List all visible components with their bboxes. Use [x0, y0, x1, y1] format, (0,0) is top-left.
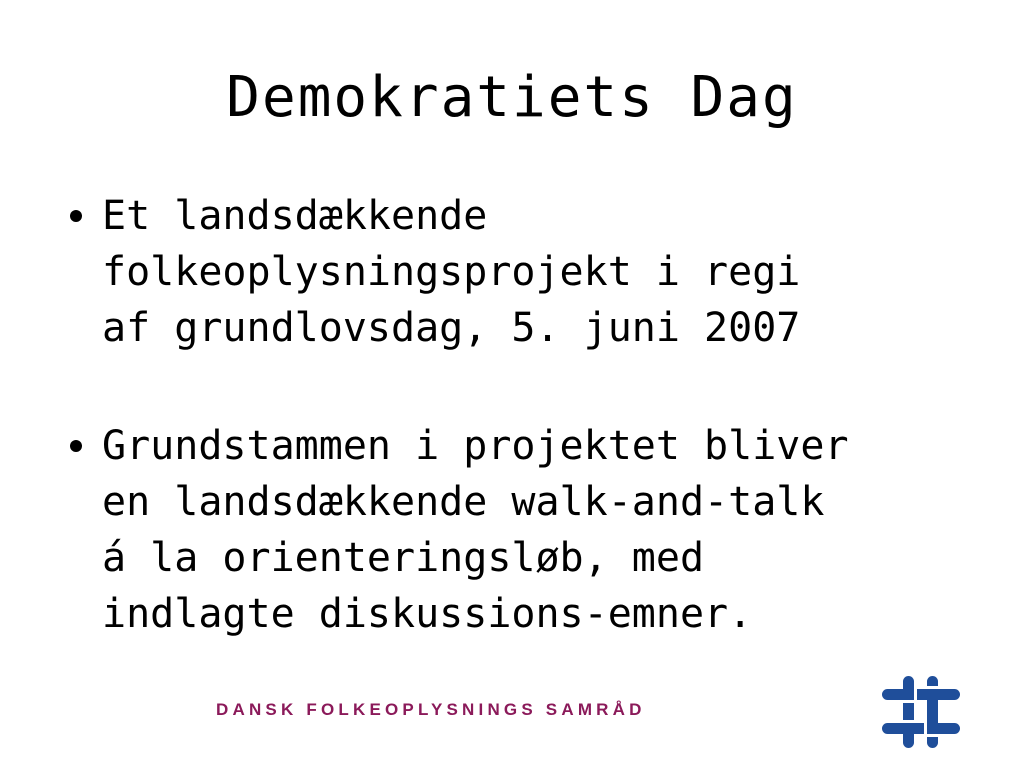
bullet-text-line: folkeoplysningsprojekt i regi	[102, 249, 801, 295]
bullet-text-line: á la orienteringsløb, med	[102, 535, 705, 581]
bullet-text-line: Grundstammen i projektet bliver	[102, 423, 849, 469]
slide-title: Demokratiets Dag	[226, 65, 798, 130]
bullet-item	[62, 418, 992, 642]
weave-logo-icon	[882, 676, 960, 748]
organization-name: DANSK FOLKEOPLYSNINGS SAMRÅD	[216, 700, 646, 719]
bullet-list	[62, 188, 992, 642]
bullet-dot-icon	[70, 210, 82, 222]
bullet-text-line: en landsdækkende walk-and-talk	[102, 479, 825, 525]
bullet-text-line: Et landsdækkende	[102, 193, 488, 239]
bullet-item	[62, 188, 992, 356]
bullet-text-line: af grundlovsdag, 5. juni 2007	[102, 305, 801, 351]
bullet-dot-icon	[70, 440, 82, 452]
bullet-text-line: indlagte diskussions-emner.	[102, 591, 753, 637]
